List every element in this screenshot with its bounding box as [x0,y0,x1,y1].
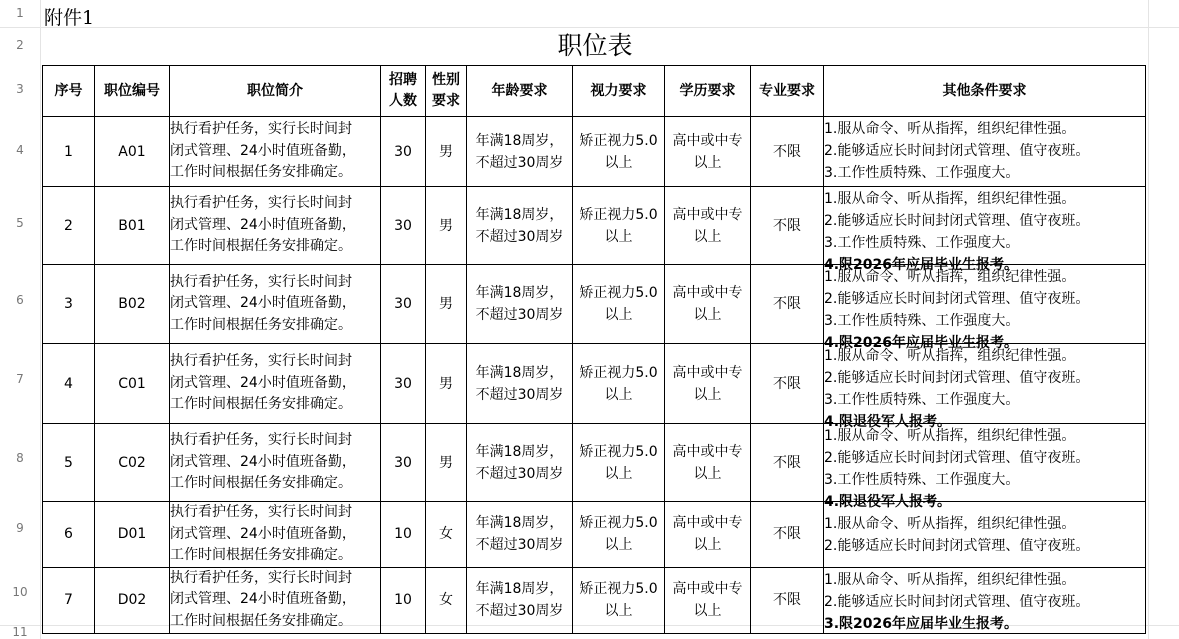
vision-line: 以上 [604,228,633,245]
other-content [824,265,1145,351]
code-cell[interactable] [95,265,170,344]
major-value: 不限 [773,217,801,234]
intro-line: 闭式管理、24小时值班备勤， [170,142,356,159]
intro-line: 工作时间根据任务安排确定。 [170,396,352,413]
intro-line: 执行看护任务，实行长时间封 [170,353,352,370]
major-cell[interactable] [751,117,824,187]
gender-value: 男 [439,375,453,392]
count-value: 30 [394,217,412,234]
age-line: 不超过30周岁 [475,154,564,171]
vision-cell[interactable] [573,265,665,344]
other-line: 1.服从命令、听从指挥，组织纪律性强。 [824,191,1076,207]
edu-line: 高中或中专 [672,443,743,460]
intro-cell[interactable] [170,502,381,568]
count-value: 30 [394,296,412,312]
vision-line: 矫正视力5.0 [579,364,658,381]
edu-line: 以上 [693,465,722,482]
count-cell[interactable] [381,187,426,265]
edu-cell[interactable] [665,344,751,424]
age-cell[interactable] [467,117,573,187]
gender-value: 男 [439,296,453,312]
vision-line: 矫正视力5.0 [579,581,658,597]
gender-cell[interactable] [426,187,467,265]
code-cell[interactable] [95,187,170,265]
intro-line: 执行看护任务，实行长时间封 [170,195,352,212]
header-count[interactable] [381,66,426,117]
intro-line: 闭式管理、24小时值班备勤， [170,453,356,470]
other-line: 3.工作性质特殊、工作强度大。 [824,313,1020,329]
code-value: D01 [117,526,147,543]
age-line: 年满18周岁， [475,206,564,223]
age-line: 年满18周岁， [475,443,564,460]
vision-cell[interactable] [573,344,665,424]
edu-cell[interactable] [665,265,751,344]
vision-cell[interactable] [573,567,665,633]
other-line: 3.工作性质特殊、工作强度大。 [824,472,1020,488]
other-cell[interactable] [824,187,1146,273]
code-cell[interactable] [95,344,170,424]
intro-line: 工作时间根据任务安排确定。 [170,316,352,333]
gridline [1148,0,1149,639]
intro-line: 闭式管理、24小时值班备勤， [170,525,356,542]
header-vision[interactable]: 视力要求 [573,66,665,117]
edu-line: 高中或中专 [672,285,743,301]
table-row [43,265,1146,344]
age-line: 不超过30周岁 [475,537,564,554]
table-row [43,117,1146,187]
intro-line: 闭式管理、24小时值班备勤， [170,295,356,312]
vision-line: 以上 [604,537,633,554]
other-line: 1.服从命令、听从指挥，组织纪律性强。 [824,348,1076,364]
annex-label: 附件1 [44,7,95,29]
major-cell[interactable] [751,502,824,568]
seq-cell[interactable] [43,424,95,502]
other-content [824,344,1145,430]
age-cell[interactable] [467,567,573,633]
other-line: 2.能够适应长时间封闭式管理、值守夜班。 [824,537,1090,554]
major-value: 不限 [773,592,801,608]
major-cell[interactable] [751,424,824,502]
other-cell[interactable] [824,567,1146,633]
vision-line: 以上 [604,603,633,619]
row-number[interactable]: 5 [16,216,24,230]
edu-line: 高中或中专 [672,206,743,223]
code-value: B01 [118,217,146,234]
age-line: 不超过30周岁 [475,228,564,245]
code-value: B02 [118,296,146,312]
table-row [43,187,1146,265]
other-line: 1.服从命令、听从指挥，组织纪律性强。 [824,428,1076,444]
row-number[interactable]: 3 [16,82,24,96]
count-value: 30 [394,143,412,160]
intro-line: 执行看护任务，实行长时间封 [170,504,352,520]
intro-line: 工作时间根据任务安排确定。 [170,238,352,255]
other-line: 1.服从命令、听从指挥，组织纪律性强。 [824,121,1076,137]
count-cell[interactable] [381,424,426,502]
gender-cell[interactable] [426,424,467,502]
major-value: 不限 [773,454,801,471]
edu-line: 以上 [693,603,722,619]
table-row [43,567,1146,633]
row-number[interactable]: 6 [16,293,24,307]
major-cell[interactable] [751,187,824,265]
code-value: D02 [117,592,147,608]
vision-cell[interactable] [573,424,665,502]
gender-cell[interactable] [426,117,467,187]
gender-cell[interactable] [426,502,467,568]
page-title: 职位表 [557,31,633,60]
row-number[interactable]: 10 [12,585,28,599]
intro-line: 执行看护任务，实行长时间封 [170,273,352,290]
gender-value: 男 [439,454,453,471]
row-number[interactable]: 2 [16,38,24,52]
other-line: 1.服从命令、听从指挥，组织纪律性强。 [824,571,1076,588]
other-cell[interactable] [824,265,1146,351]
header-code[interactable]: 职位编号 [95,66,170,117]
edu-line: 高中或中专 [672,132,743,149]
edu-line: 以上 [693,228,722,245]
count-value: 10 [394,526,412,543]
header-gender[interactable] [426,66,467,117]
other-line: 3.限2026年应届毕业生报考。 [824,615,1019,632]
other-content [824,187,1145,273]
vision-line: 矫正视力5.0 [579,285,658,301]
count-cell[interactable] [381,344,426,424]
age-cell[interactable] [467,502,573,568]
row-number[interactable]: 11 [12,625,28,639]
seq-value: 4 [64,375,73,392]
major-cell[interactable] [751,344,824,424]
other-line: 4.限2026年应届毕业生报考。 [824,257,1019,273]
seq-cell[interactable] [43,567,95,633]
count-value: 10 [394,592,412,608]
age-line: 年满18周岁， [475,515,564,532]
other-line: 1.服从命令、听从指挥，组织纪律性强。 [824,269,1076,285]
age-line: 不超过30周岁 [475,603,564,619]
intro-cell[interactable] [170,187,381,265]
age-line: 年满18周岁， [475,132,564,149]
other-line: 3.工作性质特殊、工作强度大。 [824,392,1020,408]
gender-value: 女 [439,592,453,608]
vision-line: 矫正视力5.0 [579,206,658,223]
gender-value: 男 [439,143,453,160]
vision-line: 以上 [604,386,633,403]
intro-line: 执行看护任务，实行长时间封 [170,432,352,449]
edu-line: 以上 [693,154,722,171]
intro-cell[interactable] [170,424,381,502]
edu-cell[interactable] [665,187,751,265]
edu-line: 以上 [693,537,722,554]
other-line: 3.工作性质特殊、工作强度大。 [824,165,1020,181]
header-other[interactable]: 其他条件要求 [824,66,1146,117]
gender-value: 女 [439,526,453,543]
other-cell[interactable] [824,344,1146,430]
age-cell[interactable] [467,344,573,424]
header-seq[interactable]: 序号 [43,66,95,117]
count-cell[interactable] [381,502,426,568]
other-line: 4.限退役军人报考。 [824,494,952,510]
header-intro[interactable]: 职位简介 [170,66,381,117]
edu-line: 以上 [693,307,722,323]
row-number[interactable]: 9 [16,521,24,535]
count-cell[interactable] [381,117,426,187]
other-content [824,424,1145,510]
age-line: 不超过30周岁 [475,307,564,323]
vision-line: 矫正视力5.0 [579,132,658,149]
other-cell[interactable] [824,424,1146,510]
seq-value: 3 [64,296,73,312]
edu-line: 高中或中专 [672,515,743,532]
table-row [43,344,1146,424]
seq-value: 7 [64,592,73,608]
major-cell[interactable] [751,567,824,633]
age-cell[interactable] [467,265,573,344]
code-value: A01 [118,143,146,160]
seq-cell[interactable] [43,117,95,187]
age-cell[interactable] [467,187,573,265]
edu-cell[interactable] [665,567,751,633]
position-table [42,65,1146,634]
header-major[interactable]: 专业要求 [751,66,824,117]
gridline [40,0,41,639]
intro-line: 工作时间根据任务安排确定。 [170,164,352,181]
seq-cell[interactable] [43,187,95,265]
count-value: 30 [394,454,412,471]
vision-cell[interactable] [573,187,665,265]
seq-cell[interactable] [43,344,95,424]
other-content [824,117,1145,186]
major-value: 不限 [773,143,801,160]
age-cell[interactable] [467,424,573,502]
count-cell[interactable] [381,265,426,344]
other-line: 2.能够适应长时间封闭式管理、值守夜班。 [824,370,1090,386]
header-gender-line: 要求 [432,93,460,109]
count-value: 30 [394,375,412,392]
intro-line: 工作时间根据任务安排确定。 [170,475,352,492]
code-cell[interactable] [95,502,170,568]
vision-line: 以上 [604,307,633,323]
header-count-line: 人数 [389,93,417,109]
code-cell[interactable] [95,567,170,633]
vision-cell[interactable] [573,502,665,568]
major-cell[interactable] [751,265,824,344]
other-line: 2.能够适应长时间封闭式管理、值守夜班。 [824,143,1090,159]
seq-cell[interactable] [43,502,95,568]
row-number[interactable]: 7 [16,372,24,386]
seq-value: 6 [64,526,73,543]
other-line: 3.工作性质特殊、工作强度大。 [824,235,1020,251]
major-value: 不限 [773,526,801,543]
gender-cell[interactable] [426,265,467,344]
seq-value: 1 [64,143,73,160]
gender-cell[interactable] [426,344,467,424]
code-cell[interactable] [95,117,170,187]
header-edu[interactable]: 学历要求 [665,66,751,117]
gender-cell[interactable] [426,567,467,633]
seq-cell[interactable] [43,265,95,344]
edu-cell[interactable] [665,502,751,568]
intro-cell[interactable] [170,265,381,344]
intro-line: 工作时间根据任务安排确定。 [170,612,352,629]
vision-cell[interactable] [573,117,665,187]
major-value: 不限 [773,296,801,312]
major-value: 不限 [773,375,801,392]
row-number[interactable]: 4 [16,143,24,157]
other-line: 2.能够适应长时间封闭式管理、值守夜班。 [824,291,1090,307]
code-cell[interactable] [95,424,170,502]
seq-value: 5 [64,454,73,471]
other-line: 4.限退役军人报考。 [824,414,952,430]
other-content [824,502,1145,566]
vision-line: 以上 [604,154,633,171]
other-cell[interactable] [824,117,1146,187]
header-age[interactable]: 年龄要求 [467,66,573,117]
edu-cell[interactable] [665,117,751,187]
header-gender-line: 性别 [432,72,460,88]
header-count-line: 招聘 [389,72,417,88]
seq-value: 2 [64,217,73,234]
intro-line: 闭式管理、24小时值班备勤， [170,216,356,233]
edu-line: 高中或中专 [672,364,743,381]
edu-line: 以上 [693,386,722,403]
age-line: 年满18周岁， [475,285,564,301]
age-line: 不超过30周岁 [475,386,564,403]
age-line: 不超过30周岁 [475,465,564,482]
vision-line: 矫正视力5.0 [579,515,658,532]
other-line: 2.能够适应长时间封闭式管理、值守夜班。 [824,593,1090,610]
code-value: C01 [118,375,146,392]
intro-cell[interactable] [170,567,381,633]
other-line: 4.限2026年应届毕业生报考。 [824,335,1019,351]
intro-line: 闭式管理、24小时值班备勤， [170,591,356,608]
row-number[interactable]: 8 [16,451,24,465]
table-row [43,502,1146,568]
other-content [824,568,1145,633]
age-line: 年满18周岁， [475,364,564,381]
intro-cell[interactable] [170,344,381,424]
table-row [43,424,1146,502]
code-value: C02 [118,454,146,471]
other-line: 2.能够适应长时间封闭式管理、值守夜班。 [824,213,1090,229]
edu-cell[interactable] [665,424,751,502]
header-row [43,66,1146,117]
vision-line: 矫正视力5.0 [579,443,658,460]
edu-line: 高中或中专 [672,581,743,597]
row-number[interactable]: 1 [16,6,24,20]
other-line: 1.服从命令、听从指挥，组织纪律性强。 [824,515,1076,532]
intro-line: 闭式管理、24小时值班备勤， [170,374,356,391]
count-cell[interactable] [381,567,426,633]
age-line: 年满18周岁， [475,581,564,597]
intro-line: 工作时间根据任务安排确定。 [170,547,352,563]
other-line: 2.能够适应长时间封闭式管理、值守夜班。 [824,450,1090,466]
intro-line: 执行看护任务，实行长时间封 [170,569,352,586]
intro-line: 执行看护任务，实行长时间封 [170,121,352,138]
intro-cell[interactable] [170,117,381,187]
vision-line: 以上 [604,465,633,482]
gender-value: 男 [439,217,453,234]
